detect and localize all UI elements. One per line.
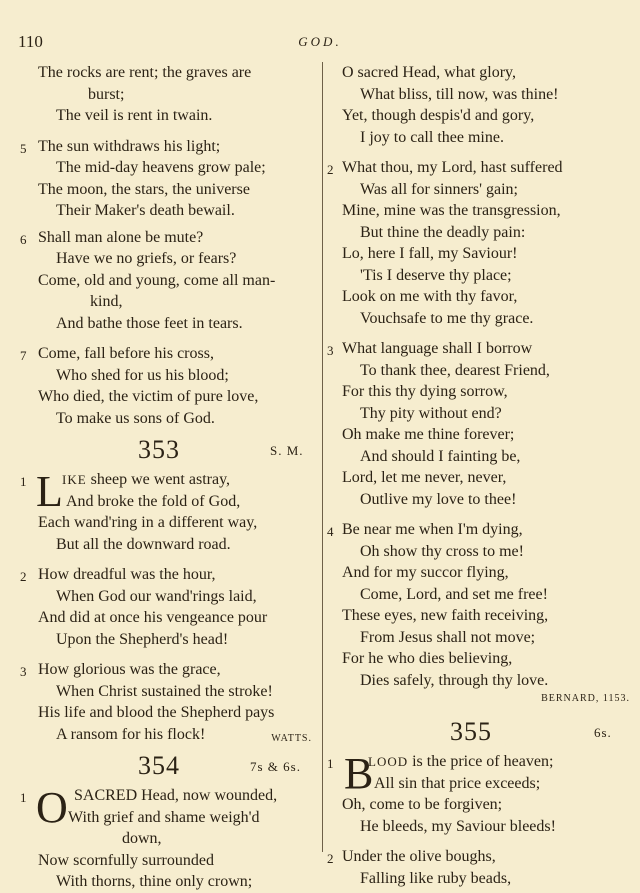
hymn-line: 5 The sun withdraws his light; <box>0 136 322 158</box>
hymn-line: 2 What thou, my Lord, hast suffered <box>322 157 640 179</box>
hymn-line: O sacred Head, what glory, <box>342 64 517 81</box>
hymn-line: 4 Be near me when I'm dying, <box>322 519 640 541</box>
hymn-line: He bleeds, my Saviour bleeds! <box>360 817 556 835</box>
hymn-line: Oh, come to be forgiven; <box>342 796 503 813</box>
hymn-line: With thorns, thine only crown; <box>56 873 253 890</box>
hymn-355-header <box>322 711 640 751</box>
hymn-line: Oh make me thine forever; <box>342 426 515 443</box>
hymn-line: Upon the Shepherd's head! <box>56 630 229 648</box>
hymn-number: 353 <box>138 435 180 464</box>
hymn-line: And broke the fold of God, <box>66 492 241 510</box>
hymn-line: Oh show thy cross to me! <box>360 542 524 560</box>
verse-number: 7 <box>20 348 27 363</box>
hymn-line: All sin that price exceeds; <box>374 774 541 792</box>
hymn-line: Thy pity without end? <box>360 404 502 422</box>
hymn-meter: 6s. <box>594 725 612 740</box>
left-column <box>0 62 322 893</box>
hymn-line: Who shed for us his blood; <box>56 366 229 384</box>
verse-number: 3 <box>327 343 334 358</box>
hymn-line: Have we no griefs, or fears? <box>56 250 237 267</box>
verse-number: 2 <box>327 851 334 866</box>
verse-number: 5 <box>20 140 27 156</box>
hymn-meter: S. M. <box>270 443 304 458</box>
stanza-3 <box>322 338 640 510</box>
verse-number: 6 <box>20 231 27 247</box>
hymn-line: When Christ sustained the stroke! <box>56 682 273 700</box>
hymn-line: Lord, let me never, never, <box>342 469 507 486</box>
stanza-7 <box>0 343 322 429</box>
hymn-line: Falling like ruby beads, <box>360 869 512 887</box>
hymn-line: Mine, mine was the transgression, <box>342 202 561 219</box>
hymn-line: 'Tis I deserve thy place; <box>360 266 512 284</box>
author-attribution: WATTS. <box>271 732 312 744</box>
right-column <box>322 62 640 889</box>
hymn-line: 3 How glorious was the grace, <box>0 659 322 681</box>
page-number: 110 <box>18 32 43 51</box>
hymn-353-stanza-3 <box>0 659 322 745</box>
verse-number: 1 <box>20 790 27 805</box>
verse-number: 2 <box>20 569 27 584</box>
hymn-line: Now scornfully surrounded <box>38 851 214 869</box>
hymn-line: Outlive my love to thee! <box>360 490 517 508</box>
hymn-354-header <box>0 745 322 785</box>
hymn-line: And should I fainting be, <box>360 447 521 465</box>
verse-number: 2 <box>327 162 334 177</box>
stanza-5 <box>0 136 322 222</box>
hymn-line: kind, <box>90 293 123 310</box>
hymn-number: 355 <box>450 717 492 746</box>
hymn-line: Look on me with thy favor, <box>342 288 518 305</box>
hymn-line: The rocks are rent; the graves are <box>38 64 252 81</box>
hymn-line: A ransom for his flock! WATTS. <box>0 724 322 746</box>
hymn-line: And bathe those feet in tears. <box>56 314 243 332</box>
hymn-353-header <box>0 429 322 469</box>
hymn-line: Each wand'ring in a different way, <box>38 514 258 531</box>
hymn-353-stanza-1 <box>0 469 322 555</box>
hymn-line: With grief and shame weigh'd <box>68 808 260 826</box>
hymn-line: The mid-day heavens grow pale; <box>56 159 266 176</box>
hymn-line: The veil is rent in twain. <box>56 107 213 124</box>
hymn-line: Dies safely, through thy love. <box>360 671 549 689</box>
hymn-355-stanza-1 <box>322 751 640 837</box>
hymn-line: 1 L IKE sheep we went astray, <box>20 467 231 516</box>
hymn-line: 1 O SACRED Head, now wounded, <box>20 783 278 832</box>
stanza-2 <box>322 157 640 329</box>
hymn-line: 3 What language shall I borrow <box>322 338 640 360</box>
hymn-line: When God our wand'rings laid, <box>56 587 257 605</box>
stanza-continued <box>0 62 322 127</box>
hymn-line: I joy to call thee mine. <box>360 128 504 146</box>
stanza-4 <box>322 519 640 691</box>
drop-cap: L <box>36 467 63 516</box>
hymn-line: 6 Shall man alone be mute? <box>0 227 322 249</box>
hymn-355-stanza-2 <box>322 846 640 889</box>
hymn-line: These eyes, new faith receiving, <box>342 607 549 624</box>
hymn-line: For he who dies believing, <box>342 650 513 667</box>
hymn-line: But thine the deadly pain: <box>360 223 526 241</box>
hymn-line: To make us sons of God. <box>56 409 215 427</box>
drop-cap: B <box>344 749 374 798</box>
verse-number: 1 <box>20 474 27 489</box>
drop-cap: O <box>36 783 68 832</box>
hymn-354-attribution-row <box>322 691 640 711</box>
hymn-line: Lo, here I fall, my Saviour! <box>342 245 518 262</box>
author-attribution: BERNARD, 1153. <box>541 693 630 704</box>
hymn-line: 1 B LOOD is the price of heaven; <box>327 749 554 798</box>
hymn-line: And did at once his vengeance pour <box>38 609 268 626</box>
hymn-line: Their Maker's death bewail. <box>56 202 235 219</box>
hymn-line: From Jesus shall not move; <box>360 628 536 646</box>
stanza-continued <box>322 62 640 148</box>
hymn-line: And for my succor flying, <box>342 564 509 581</box>
hymn-line: To thank thee, dearest Friend, <box>360 361 550 379</box>
hymn-line: Was all for sinners' gain; <box>360 180 518 198</box>
hymn-354-stanza-1 <box>0 785 322 893</box>
hymn-line: The moon, the stars, the universe <box>38 180 250 198</box>
hymn-line: But all the downward road. <box>56 535 231 553</box>
hymn-353-stanza-2 <box>0 564 322 650</box>
verse-number: 3 <box>20 664 27 679</box>
hymn-line: For this thy dying sorrow, <box>342 383 508 400</box>
verse-number: 1 <box>327 756 334 771</box>
verse-number: 4 <box>327 524 334 539</box>
hymn-line: 2 How dreadful was the hour, <box>0 564 322 586</box>
hymn-line: 2 Under the olive boughs, <box>322 846 640 868</box>
hymn-line: Who died, the victim of pure love, <box>38 388 259 405</box>
hymn-line: Come, old and young, come all man- <box>38 271 276 289</box>
hymn-line: Yet, though despis'd and gory, <box>342 107 535 124</box>
hymn-line: down, <box>122 830 162 847</box>
hymn-number: 354 <box>138 751 180 780</box>
hymn-line: burst; <box>88 85 125 103</box>
hymn-line: What bliss, till now, was thine! <box>360 85 559 103</box>
stanza-6 <box>0 227 322 335</box>
hymn-line: 7 Come, fall before his cross, <box>0 343 322 365</box>
running-head: GOD. <box>298 34 342 49</box>
hymn-meter: 7s & 6s. <box>250 759 301 774</box>
hymn-line: Vouchsafe to me thy grace. <box>360 309 534 327</box>
hymn-line: Come, Lord, and set me free! <box>360 585 548 603</box>
hymn-line: His life and blood the Shepherd pays <box>38 704 275 721</box>
